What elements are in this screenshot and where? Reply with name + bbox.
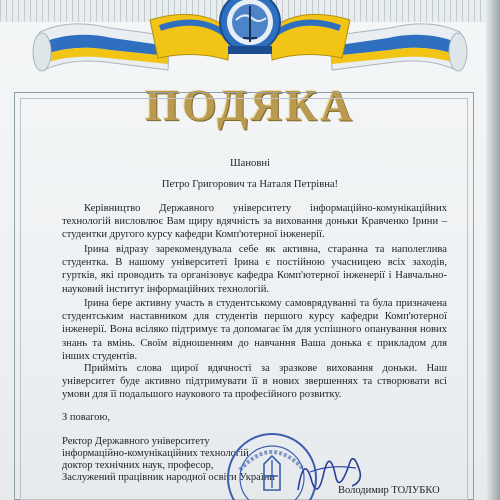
closing: З повагою,: [62, 412, 110, 423]
addressees: Петро Григорович та Наталя Петрівна!: [161, 179, 339, 190]
paragraph-4: Прийміть слова щирої вдячності за зразкове виховання доньки. Наш університет буде активно підтримувати її в нових звершеннях та створювати всі умови для її подальшого наукового та професійного розвитку.: [62, 363, 447, 401]
document-title: ПОДЯКА: [145, 81, 355, 130]
signatory-line-4: Заслужений працівник народної освіти України: [62, 472, 275, 483]
signatory-line-1: Ректор Державного університету: [62, 436, 210, 447]
paragraph-2: Ірина відразу зарекомендувала себе як активна, старанна та наполеглива студентка. В нашому університеті Ірина є постійною учасницею всіх заходів, гуртків, які проводить та організовує кафедра Комп'ютерної інженерії і Навчально-науковий інститут інформаційних технологій.: [62, 244, 447, 295]
greeting: Шановні: [230, 158, 270, 169]
paragraph-3: Ірина бере активну участь в студентському самоврядуванні та була призначена студентським наставником для студентів першого курсу кафедри Комп'ютерної інженерії. Вона всіляко підтримує та допомагає їм для успішного опанування нових знань та вмінь. Своїм відношенням до навчання Ваша донька є прикладом для інших студентів.: [62, 298, 447, 362]
signatory-line-3: доктор технічних наук, професор,: [62, 460, 214, 471]
signatory-line-2: інформаційно-комунікаційних технологій: [62, 448, 249, 459]
signatory-name: Володимир ТОЛУБКО: [338, 485, 440, 496]
paragraph-1: Керівництво Державного університету інформаційно-комунікаційних технологій висловлює Вам щиру вдячність за виховання доньки Кравченко Ірини – студентки другого курсу кафедри Комп'ютерної інженерії.: [62, 203, 447, 241]
